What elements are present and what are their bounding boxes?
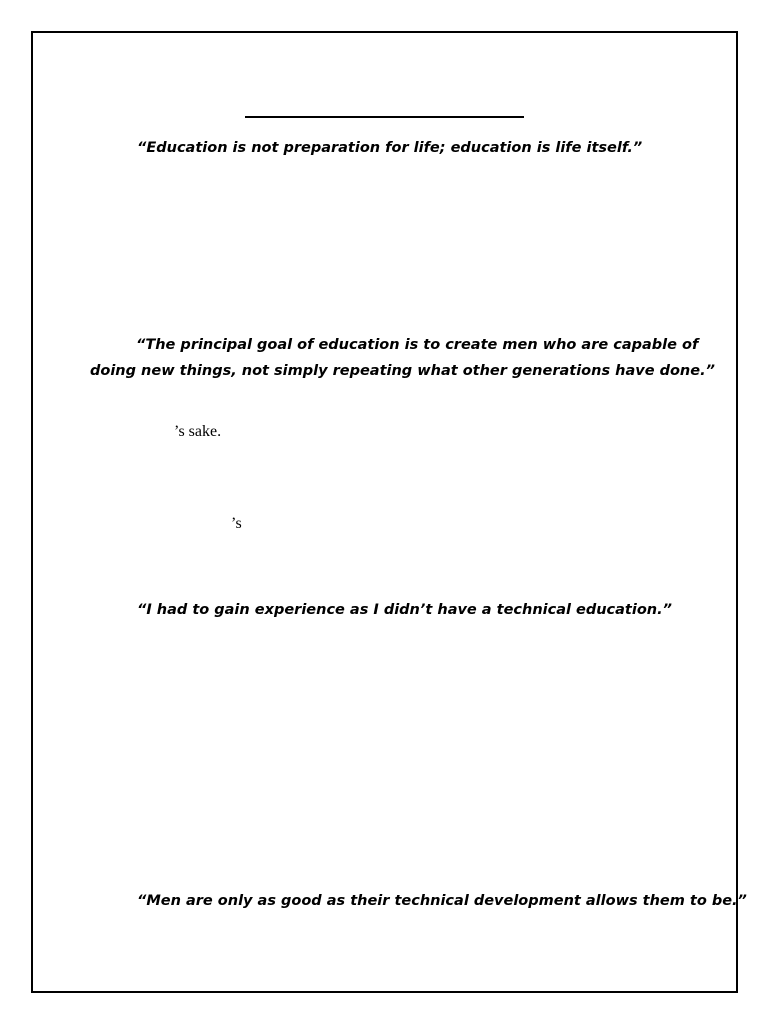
text-fragment-apostrophe-s: ’s xyxy=(231,515,242,532)
quote-principal-goal-line2: doing new things, not simply repeating what other generations have done.” xyxy=(90,363,715,379)
quote-principal-goal xyxy=(90,332,715,384)
quote-principal-goal-line1: “The principal goal of education is to create men who are capable of xyxy=(136,337,699,353)
text-fragment-sake: ’s sake. xyxy=(174,423,222,440)
document-page xyxy=(31,31,738,993)
quote-technical-education: “I had to gain experience as I didn’t have a technical education.” xyxy=(137,602,672,618)
quote-technical-development: “Men are only as good as their technical development allows them to be.” xyxy=(137,893,747,909)
quote-education-is-life: “Education is not preparation for life; education is life itself.” xyxy=(137,140,643,156)
title-rule xyxy=(245,116,524,118)
